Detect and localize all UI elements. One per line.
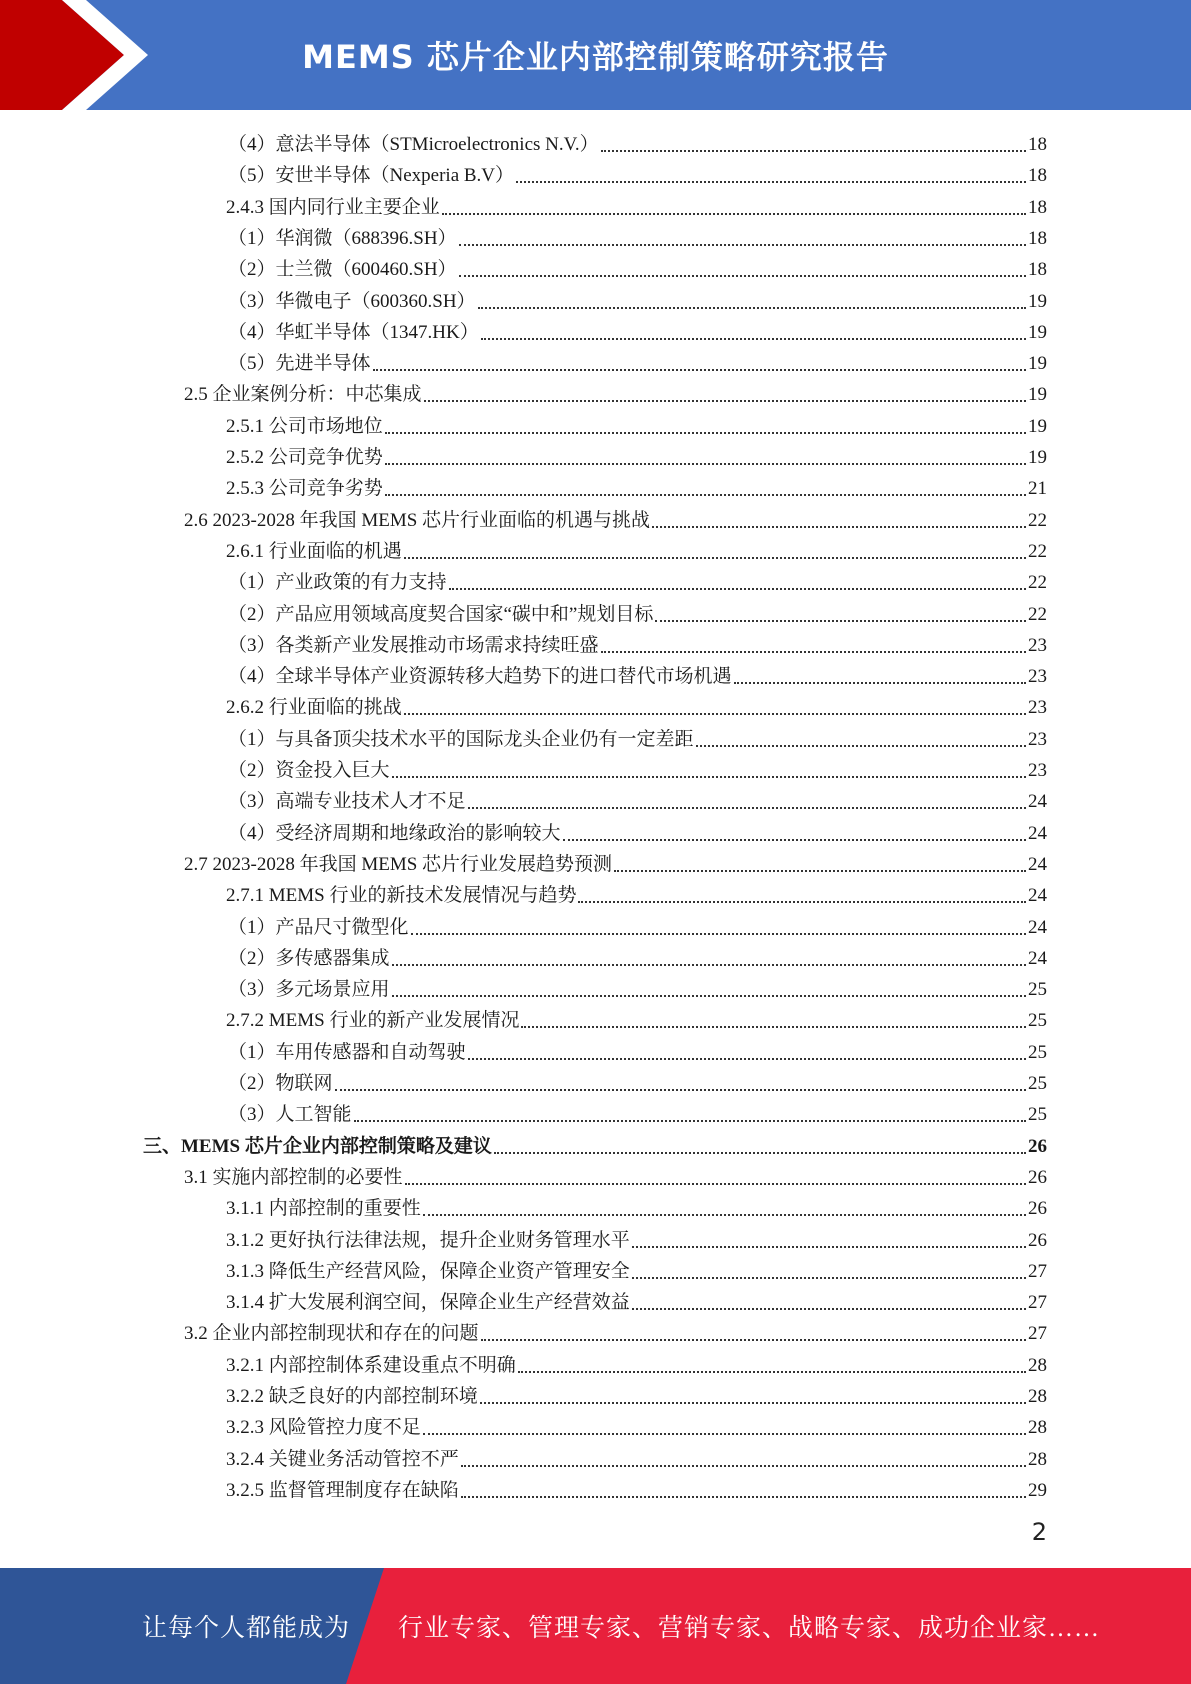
toc-entry-page: 28 (1028, 1417, 1047, 1439)
toc-entry-page: 27 (1028, 1323, 1047, 1345)
toc-leader-dots (480, 1401, 1026, 1404)
toc-entry-page: 28 (1028, 1386, 1047, 1407)
toc-entry[interactable] (184, 1159, 1047, 1190)
toc-entry-page: 26 (1028, 1229, 1047, 1251)
toc-entry-label: （2）资金投入巨大 (228, 760, 390, 781)
toc-entry[interactable] (184, 376, 1047, 407)
toc-entry-page: 29 (1028, 1479, 1047, 1501)
toc-leader-dots (442, 212, 1026, 215)
toc-entry-page: 22 (1028, 509, 1047, 531)
toc-entry-label: （4）全球半导体产业资源转移大趋势下的进口替代市场机遇 (228, 666, 732, 688)
toc-entry-label: 2.6.2 行业面临的挑战 (226, 697, 402, 719)
toc-entry-page: 24 (1028, 916, 1047, 938)
toc-entry-page: 23 (1028, 728, 1047, 750)
toc-entry-label: （2）多传感器集成 (228, 947, 390, 969)
toc-entry-label: 3.2.5 监督管理制度存在缺陷 (226, 1479, 459, 1501)
toc-entry[interactable] (228, 721, 1047, 752)
toc-leader-dots (516, 180, 1026, 183)
toc-entry-label: 2.7 2023-2028 年我国 MEMS 芯片行业发展趋势预测 (184, 853, 613, 875)
toc-entry-label: （1）产品尺寸微型化 (228, 916, 409, 938)
toc-entry[interactable] (226, 470, 1047, 501)
page-header (0, 0, 1191, 110)
toc-entry-page: 28 (1028, 1448, 1047, 1470)
toc-entry-label: （5）安世半导体（Nexperia B.V） (228, 165, 515, 187)
toc-entry-label: （3）高端专业技术人才不足 (228, 791, 466, 813)
toc-entry-page: 27 (1028, 1260, 1047, 1282)
toc-leader-dots (652, 525, 1026, 528)
toc-leader-dots (521, 1025, 1026, 1028)
toc-entry-label: 2.5.3 公司竞争劣势 (226, 478, 383, 500)
toc-entry-label: （4）意法半导体（STMicroelectronics N.V.） (228, 134, 599, 155)
toc-entry-label: （5）先进半导体 (228, 353, 371, 375)
toc-entry[interactable] (228, 157, 1047, 188)
toc-entry-page: 26 (1028, 1198, 1047, 1220)
header-chevron-logo (0, 0, 150, 110)
toc-entry[interactable] (228, 752, 1047, 783)
toc-entry-page: 18 (1028, 259, 1047, 281)
toc-entry[interactable] (226, 1472, 1047, 1503)
toc-entry-label: 3.1.3 降低生产经营风险，保障企业资产管理安全 (226, 1260, 630, 1282)
toc-leader-dots (405, 1182, 1026, 1185)
toc-leader-dots (734, 681, 1026, 684)
toc-entry-page: 24 (1028, 885, 1047, 907)
toc-entry-page: 18 (1028, 165, 1047, 187)
toc-entry[interactable] (226, 1253, 1047, 1284)
toc-entry-page: 19 (1028, 353, 1047, 375)
toc-leader-dots (601, 650, 1026, 653)
toc-entry[interactable] (228, 1065, 1047, 1096)
toc-leader-dots (478, 306, 1026, 309)
toc-leader-dots (468, 806, 1026, 809)
toc-entry[interactable] (228, 971, 1047, 1002)
toc-entry-label: （2）士兰微（600460.SH） (228, 259, 457, 281)
toc-entry[interactable] (228, 345, 1047, 376)
toc-leader-dots (696, 744, 1026, 747)
toc-leader-dots (385, 431, 1026, 434)
toc-entry-label: 3.1.2 更好执行法律法规，提升企业财务管理水平 (226, 1229, 630, 1251)
toc-entry-page: 18 (1028, 134, 1047, 155)
toc-leader-dots (614, 869, 1026, 872)
toc-entry[interactable] (226, 533, 1047, 564)
toc-leader-dots (655, 619, 1026, 622)
toc-entry-page: 25 (1028, 1010, 1047, 1032)
toc-entry-label: 2.5.2 公司竞争优势 (226, 447, 383, 468)
toc-entry[interactable] (228, 564, 1047, 595)
toc-entry-label: 2.6.1 行业面临的机遇 (226, 540, 402, 562)
toc-entry-label: 3.2.4 关键业务活动管控不严 (226, 1448, 459, 1470)
toc-leader-dots (392, 775, 1026, 778)
toc-entry-page: 26 (1028, 1135, 1047, 1157)
toc-entry[interactable] (228, 220, 1047, 251)
toc-entry[interactable] (226, 1378, 1047, 1409)
toc-entry[interactable] (226, 1284, 1047, 1315)
toc-entry-page: 23 (1028, 666, 1047, 688)
toc-leader-dots (354, 1119, 1026, 1122)
toc-leader-dots (335, 1088, 1026, 1091)
toc-leader-dots (424, 399, 1026, 402)
toc-leader-dots (578, 900, 1026, 903)
toc-leader-dots (632, 1276, 1026, 1279)
toc-leader-dots (385, 462, 1026, 465)
toc-entry-page: 19 (1028, 415, 1047, 437)
toc-entry-label: （1）产业政策的有力支持 (228, 572, 447, 594)
toc-entry-page: 23 (1028, 634, 1047, 656)
toc-entry-page: 24 (1028, 822, 1047, 844)
toc-entry[interactable] (226, 1002, 1047, 1033)
toc-entry-label: 3.1.4 扩大发展利润空间，保障企业生产经营效益 (226, 1292, 630, 1314)
toc-entry-label: （2）产品应用领域高度契合国家“碳中和”规划目标 (228, 603, 654, 625)
toc-leader-dots (481, 1338, 1026, 1341)
toc-entry-page: 28 (1028, 1354, 1047, 1376)
toc-entry-page: 19 (1028, 290, 1047, 312)
toc-entry-page: 25 (1028, 979, 1047, 1001)
toc-leader-dots (404, 712, 1026, 715)
toc-entry-page: 18 (1028, 227, 1047, 249)
toc-entry-page: 25 (1028, 1073, 1047, 1094)
toc-entry-page: 25 (1028, 1104, 1047, 1126)
toc-entry[interactable] (228, 783, 1047, 814)
toc-entry[interactable] (143, 1128, 1047, 1159)
toc-entry-page: 19 (1028, 321, 1047, 343)
toc-entry-page: 19 (1028, 384, 1047, 406)
toc-entry-label: 2.6 2023-2028 年我国 MEMS 芯片行业面临的机遇与挑战 (184, 509, 651, 531)
toc-entry[interactable] (226, 1347, 1047, 1378)
toc-entry[interactable] (226, 1441, 1047, 1472)
toc-leader-dots (632, 1245, 1026, 1248)
toc-entry-label: 3.1.1 内部控制的重要性 (226, 1198, 421, 1220)
toc-entry[interactable] (228, 909, 1047, 940)
toc-entry-page: 26 (1028, 1166, 1047, 1188)
toc-leader-dots (392, 963, 1026, 966)
page-footer (0, 1568, 1191, 1684)
toc-entry[interactable] (228, 940, 1047, 971)
toc-entry-page: 18 (1028, 196, 1047, 218)
toc-entry-label: （3）多元场景应用 (228, 979, 390, 1001)
toc-entry-label: （3）华微电子（600360.SH） (228, 290, 476, 312)
toc-entry-label: （4）受经济周期和地缘政治的影响较大 (228, 822, 561, 844)
toc-leader-dots (423, 1213, 1026, 1216)
toc-entry[interactable] (228, 126, 1047, 157)
toc-leader-dots (411, 932, 1026, 935)
toc-entry-label: 2.4.3 国内同行业主要企业 (226, 196, 440, 218)
footer-slogan-right: 行业专家、管理专家、营销专家、战略专家、成功企业家…… (398, 1615, 1101, 1642)
toc-entry[interactable] (184, 1315, 1047, 1346)
toc-entry[interactable] (228, 596, 1047, 627)
toc-entry-label: 2.7.2 MEMS 行业的新产业发展情况 (226, 1010, 520, 1032)
toc-entry[interactable] (228, 314, 1047, 345)
toc-entry-page: 25 (1028, 1041, 1047, 1063)
toc-entry[interactable] (184, 846, 1047, 877)
toc-entry[interactable] (228, 251, 1047, 282)
toc-entry[interactable] (226, 1190, 1047, 1221)
toc-entry-label: 3.2 企业内部控制现状和存在的问题 (184, 1323, 479, 1345)
toc-leader-dots (385, 493, 1026, 496)
toc-entry-page: 22 (1028, 603, 1047, 625)
toc-leader-dots (459, 243, 1026, 246)
toc-entry[interactable] (228, 283, 1047, 314)
toc-entry-label: 3.2.3 风险管控力度不足 (226, 1417, 421, 1439)
toc-entry-page: 19 (1028, 447, 1047, 468)
toc-entry[interactable] (226, 1222, 1047, 1253)
toc-entry-page: 23 (1028, 760, 1047, 781)
toc-entry-label: （1）华润微（688396.SH） (228, 227, 457, 249)
toc-entry[interactable] (228, 1034, 1047, 1065)
toc-entry[interactable] (226, 877, 1047, 908)
toc-entry-page: 27 (1028, 1292, 1047, 1314)
toc-entry[interactable] (226, 439, 1047, 470)
toc-entry[interactable] (226, 408, 1047, 439)
toc-entry[interactable] (184, 502, 1047, 533)
toc-entry-label: 3.1 实施内部控制的必要性 (184, 1166, 403, 1188)
toc-entry-label: 2.5 企业案例分析：中芯集成 (184, 384, 422, 406)
header-title: MEMS 芯片企业内部控制策略研究报告 (302, 38, 889, 76)
toc-leader-dots (449, 587, 1026, 590)
toc-entry-page: 22 (1028, 540, 1047, 562)
toc-entry-label: （3）各类新产业发展推动市场需求持续旺盛 (228, 634, 599, 656)
toc-leader-dots (518, 1370, 1026, 1373)
toc-leader-dots (494, 1151, 1026, 1154)
toc-entry[interactable] (226, 689, 1047, 720)
footer-slogan-left: 让每个人都能成为 (142, 1615, 351, 1642)
toc-entry-label: 2.5.1 公司市场地位 (226, 415, 383, 437)
toc-leader-dots (601, 149, 1026, 152)
toc-entry-label: 2.7.1 MEMS 行业的新技术发展情况与趋势 (226, 885, 577, 907)
toc-entry[interactable] (228, 658, 1047, 689)
toc-leader-dots (461, 1464, 1026, 1467)
toc-entry-page: 24 (1028, 947, 1047, 969)
toc-entry-page: 21 (1028, 478, 1047, 500)
toc-entry-label: 3.2.1 内部控制体系建设重点不明确 (226, 1354, 516, 1376)
page-number: 2 (1031, 1518, 1047, 1546)
toc-leader-dots (459, 274, 1026, 277)
toc-entry-label: （1）车用传感器和自动驾驶 (228, 1041, 466, 1063)
toc-entry-page: 24 (1028, 791, 1047, 813)
toc-leader-dots (423, 1432, 1026, 1435)
toc-entry-label: （3）人工智能 (228, 1104, 352, 1126)
toc-entry-page: 23 (1028, 697, 1047, 719)
toc-entry[interactable] (228, 627, 1047, 658)
toc-entry[interactable] (226, 189, 1047, 220)
toc-leader-dots (392, 994, 1026, 997)
toc-entry-page: 22 (1028, 572, 1047, 594)
toc-entry-label: 3.2.2 缺乏良好的内部控制环境 (226, 1386, 478, 1407)
toc-entry-label: 三、MEMS 芯片企业内部控制策略及建议 (143, 1135, 492, 1157)
toc-leader-dots (461, 1495, 1026, 1498)
toc-entry[interactable] (226, 1409, 1047, 1440)
toc-leader-dots (632, 1307, 1026, 1310)
toc-entry-page: 24 (1028, 853, 1047, 875)
toc-leader-dots (563, 838, 1026, 841)
toc-leader-dots (468, 1057, 1026, 1060)
toc-leader-dots (404, 556, 1026, 559)
toc-entry[interactable] (228, 1096, 1047, 1127)
toc-entry[interactable] (228, 815, 1047, 846)
toc-leader-dots (373, 368, 1026, 371)
toc-entry-label: （1）与具备顶尖技术水平的国际龙头企业仍有一定差距 (228, 728, 694, 750)
toc-entry-label: （4）华虹半导体（1347.HK） (228, 321, 479, 343)
toc-leader-dots (481, 337, 1026, 340)
toc-entry-label: （2）物联网 (228, 1073, 333, 1094)
